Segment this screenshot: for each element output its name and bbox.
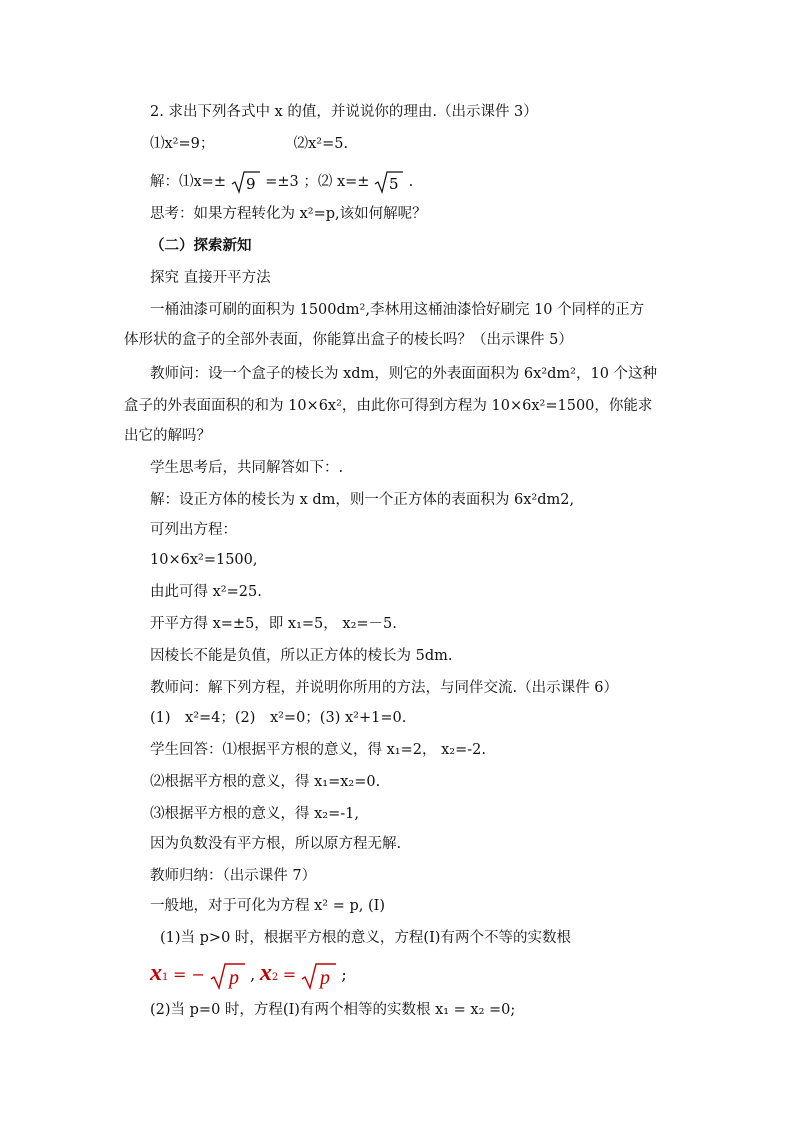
problem-line-1: 一桶油漆可刷的面积为 1500dm²,李林用这桶油漆恰好刷完 10 个同样的正方	[150, 302, 645, 318]
exercise-2: 2. 求出下列各式中 x 的值，并说说你的理由.（出示课件 3）	[150, 104, 538, 120]
derived: 由此可得 x²=25.	[150, 584, 262, 600]
teacher-question-1: 教师问：设一个盒子的棱长为 xdm，则它的外表面面积为 6x²dm²，10 个这种	[150, 366, 658, 382]
solution-setup: 解：设正方体的棱长为 x dm，则一个正方体的表面积为 6x²dm2,	[150, 492, 575, 508]
sqrt-symbol-red	[301, 962, 337, 990]
item-1: ⑴x²=9；	[150, 136, 215, 152]
general-statement: 一般地，对于可化为方程 x² = p, (I)	[150, 898, 386, 914]
equations-list: (1) x²=4；(2) x²=0；(3) x²+1=0.	[150, 710, 407, 726]
teacher-summary: 教师归纳：（出示课件 7）	[150, 868, 317, 884]
problem-line-2: 体形状的盒子的全部外表面，你能算出盒子的棱长吗？（出示课件 5）	[124, 332, 573, 348]
svg-text:p: p	[228, 967, 239, 989]
students-think: 学生思考后，共同解答如下：.	[150, 460, 344, 476]
radicand-9: 9	[245, 175, 256, 193]
student-answer-2: ⑵根据平方根的意义，得 x₁=x₂=0.	[150, 774, 381, 790]
case-1: (1)当 p>0 时，根据平方根的意义，方程(I)有两个不等的实数根	[160, 930, 571, 946]
conclusion: 因棱长不能是负值，所以正方体的棱长为 5dm.	[150, 648, 453, 664]
case-2: (2)当 p=0 时，方程(I)有两个相等的实数根 x₁ = x₂ =0;	[150, 1002, 516, 1018]
sqrt-symbol	[374, 170, 404, 194]
root-formula: x1 = − p , x2 = p ;	[150, 960, 347, 989]
student-answer-1: 学生回答：⑴根据平方根的意义，得 x₁=2， x₂=-2.	[150, 742, 486, 758]
student-answer-3: ⑶根据平方根的意义，得 x₂=-1,	[150, 806, 359, 822]
equation-label: 可列出方程：	[150, 522, 237, 538]
section-heading: （二）探索新知	[150, 238, 252, 254]
equation: 10×6x²=1500,	[150, 552, 258, 568]
exercise-2-items	[150, 134, 348, 154]
teacher-question-2: 盒子的外表面面积的和为 10×6x²，由此你可得到方程为 10×6x²=1500，你能求	[124, 398, 653, 414]
solution-1: 解：⑴x=± 9 =±3 ；⑵ x=± 5 .	[150, 170, 413, 194]
item-2: ⑵x²=5.	[293, 136, 349, 152]
thinking-question: 思考：如果方程转化为 x²=p,该如何解呢？	[150, 206, 427, 222]
roots: 开平方得 x=±5，即 x₁=5， x₂=－5.	[150, 616, 397, 632]
student-answer-4: 因为负数没有平方根，所以原方程无解.	[150, 836, 402, 852]
svg-text:p: p	[319, 967, 330, 989]
teacher-question-4: 教师问：解下列方程，并说明你所用的方法，与同伴交流.（出示课件 6）	[150, 680, 618, 696]
teacher-question-3: 出它的解吗？	[124, 428, 211, 444]
sqrt-symbol-red	[210, 962, 246, 990]
sqrt-symbol	[231, 170, 261, 194]
radicand-5: 5	[389, 175, 399, 193]
explore-heading: 探究 直接开平方法	[150, 270, 271, 286]
